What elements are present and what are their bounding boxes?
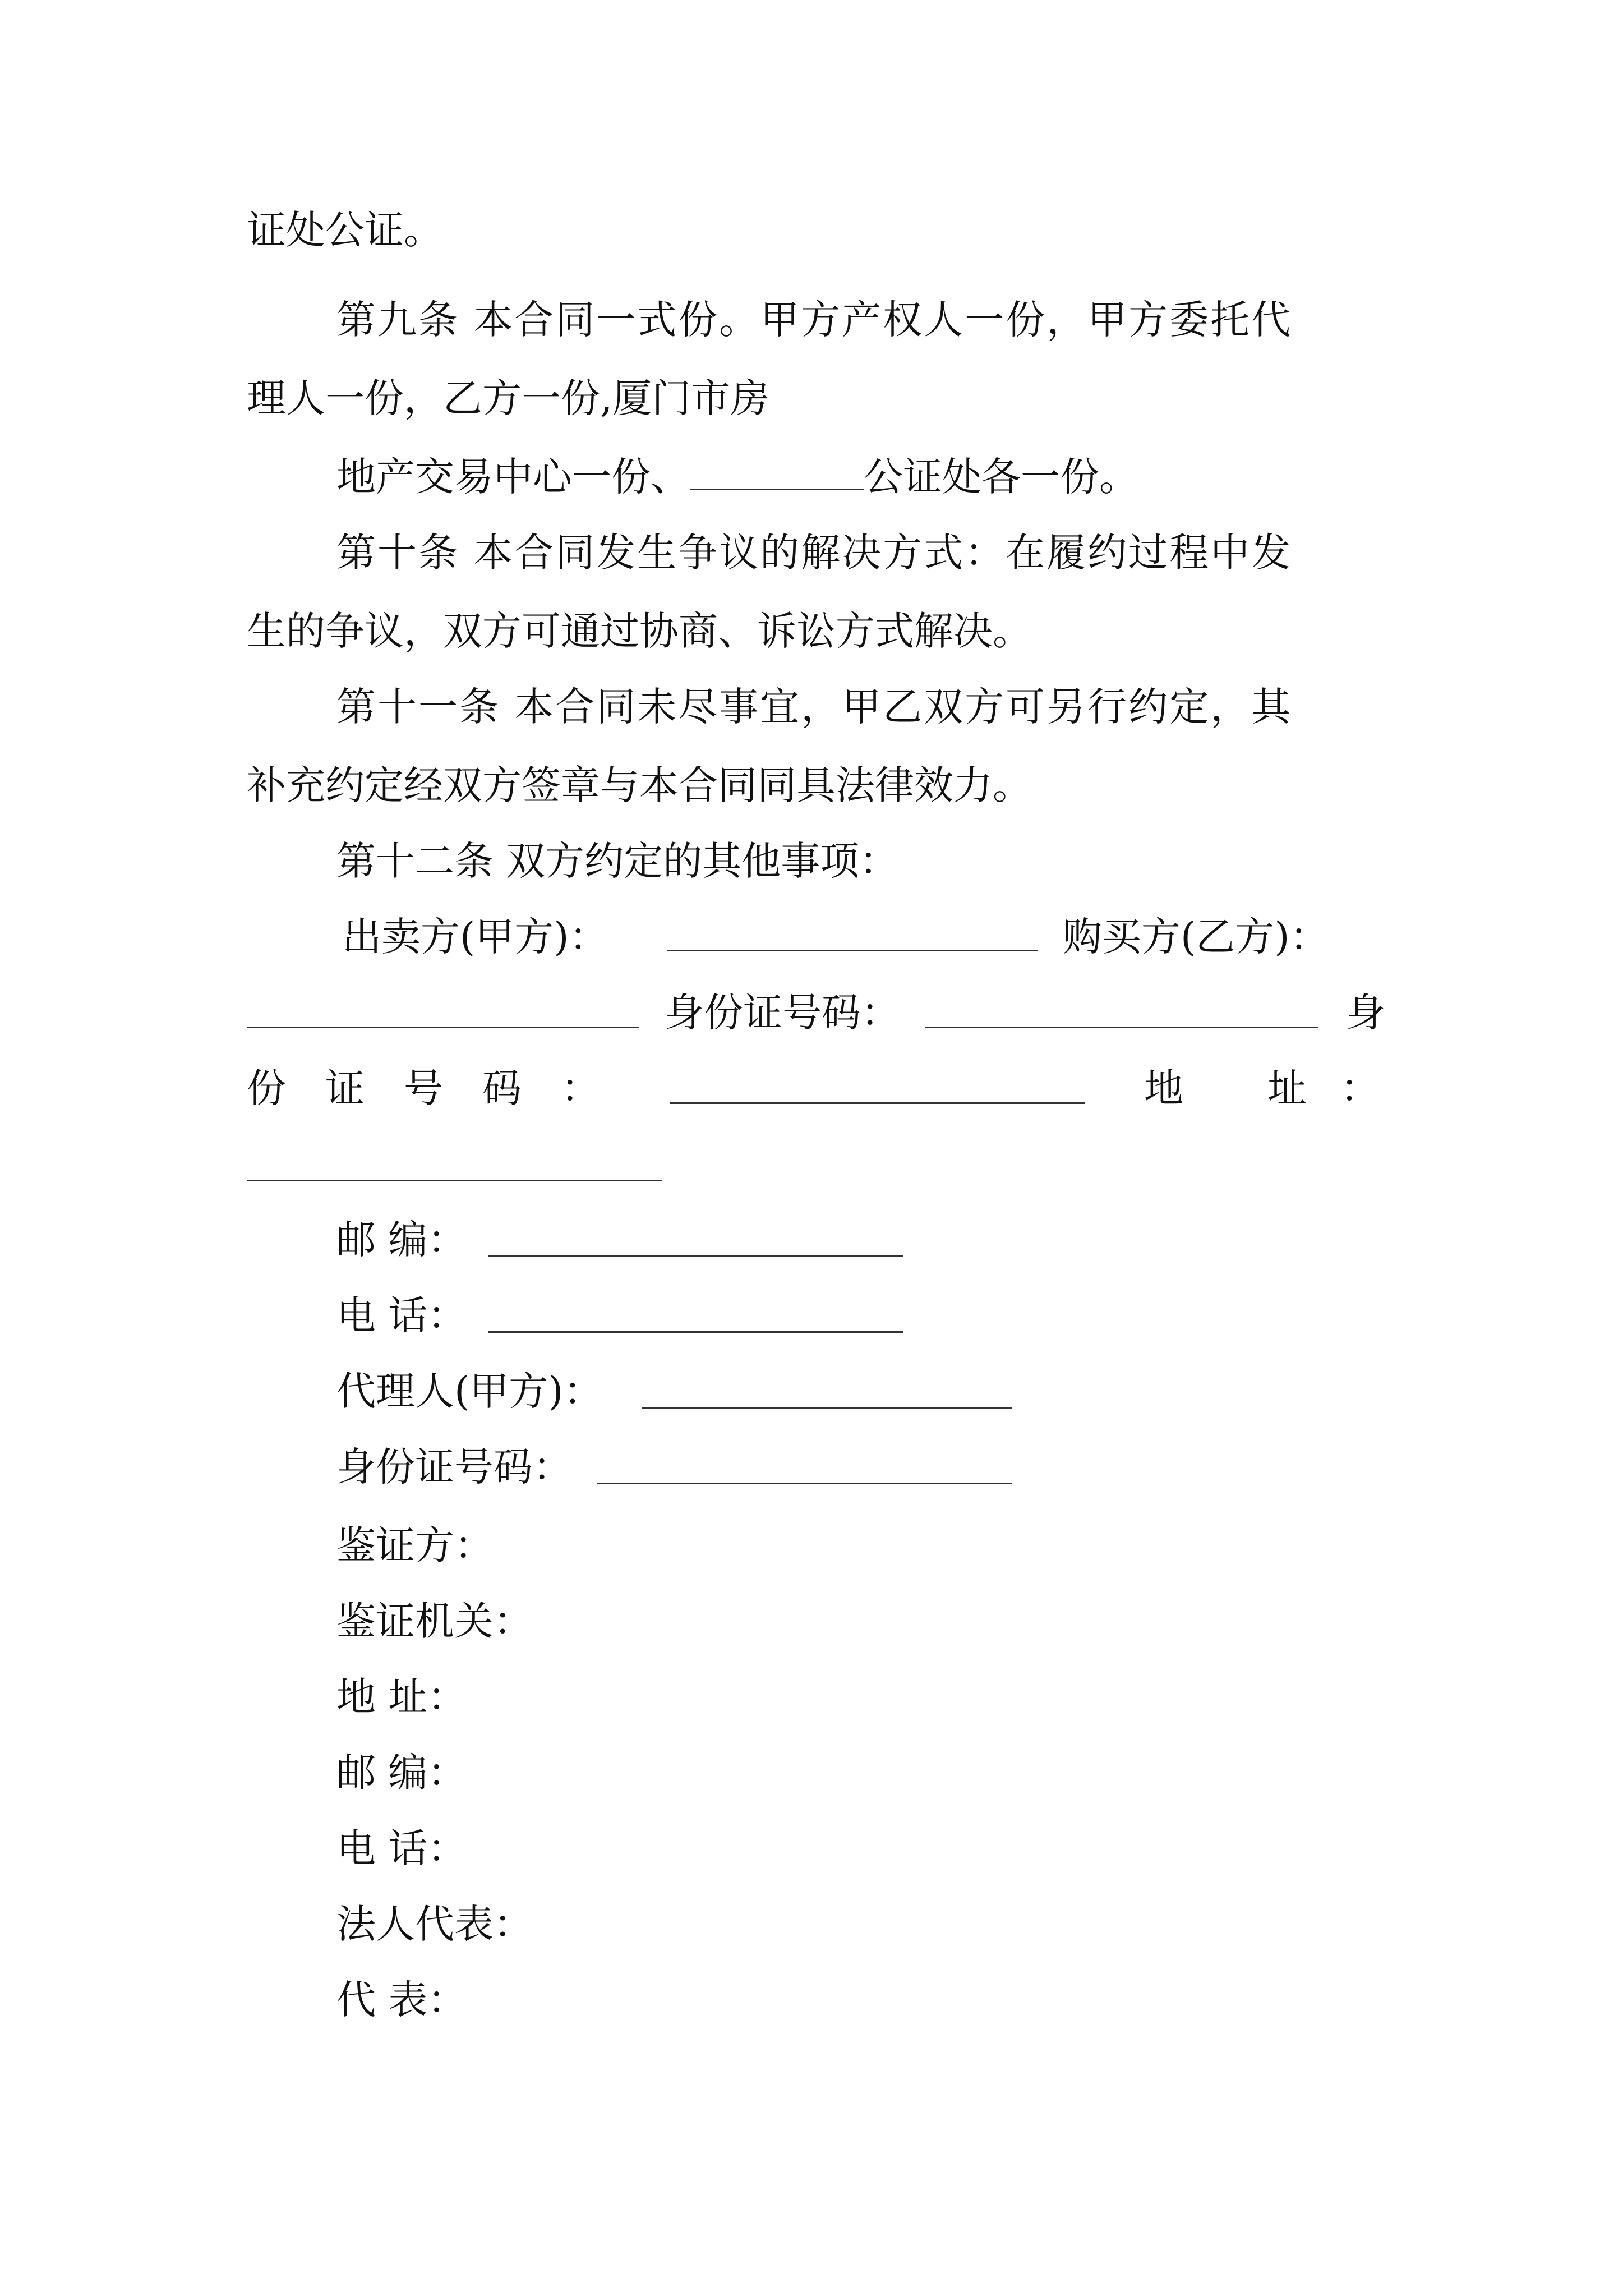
verifier-address-label: 地 址：: [336, 1674, 467, 1720]
article-9-line-1: 第九条 本合同一式份。甲方产权人一份，甲方委托代: [336, 297, 1293, 343]
id-label-wrap-4: 码: [482, 1065, 522, 1111]
article-10-line-2: 生的争议，双方可通过协商、诉讼方式解决。: [247, 608, 1032, 654]
article-9-line-2: 理人一份，乙方一份,厦门市房: [247, 375, 770, 421]
rep-label: 代 表：: [336, 1977, 467, 2023]
legal-rep-label: 法人代表：: [336, 1901, 533, 1947]
address-field[interactable]: [247, 1180, 662, 1181]
phone-field[interactable]: [488, 1331, 903, 1333]
id-label-wrap-start: 身: [1346, 990, 1385, 1036]
id-label-wrap-1: 份: [247, 1065, 286, 1111]
agent-field[interactable]: [642, 1407, 1012, 1409]
article-11-line-2: 补充约定经双方签章与本合同同具法律效力。: [247, 762, 1032, 808]
article-11-line-1: 第十一条 本合同未尽事宜，甲乙双方可另行约定，其: [336, 684, 1293, 730]
article-9-text-pre: 地产交易中心一份、: [336, 454, 690, 500]
agent-id-label: 身份证号码：: [336, 1444, 572, 1490]
verifier-org-label: 鉴证机关：: [336, 1598, 533, 1644]
id-label: 身份证号码：: [665, 990, 900, 1036]
seller-label: 出卖方(甲方)：: [342, 914, 608, 960]
buyer-field[interactable]: [247, 1027, 639, 1028]
article-10-line-1: 第十条 本合同发生争议的解决方式：在履约过程中发: [336, 530, 1293, 576]
address-char-3: ：: [1340, 1065, 1380, 1111]
postcode-field[interactable]: [488, 1255, 903, 1257]
article-12: 第十二条 双方约定的其他事项：: [336, 838, 899, 884]
address-char-1: 地: [1144, 1065, 1183, 1111]
verifier-phone-label: 电 话：: [336, 1825, 467, 1871]
seller-field[interactable]: [667, 950, 1038, 951]
id-label-wrap-2: 证: [325, 1065, 365, 1111]
id-label-wrap-3: 号: [404, 1065, 443, 1111]
id-label-wrap-5: ：: [561, 1065, 600, 1111]
buyer-id-field[interactable]: [670, 1102, 1085, 1104]
phone-label: 电 话：: [336, 1292, 467, 1338]
seller-id-field[interactable]: [925, 1027, 1318, 1028]
notary-blank[interactable]: [690, 454, 864, 490]
verifier-label: 鉴证方：: [336, 1522, 494, 1568]
verifier-postcode-label: 邮 编：: [336, 1750, 467, 1796]
agent-id-field[interactable]: [597, 1483, 1012, 1484]
postcode-label: 邮 编：: [336, 1217, 467, 1263]
buyer-label: 购买方(乙方)：: [1063, 914, 1329, 960]
address-char-2: 址: [1267, 1065, 1307, 1111]
agent-label: 代理人(甲方)：: [336, 1368, 603, 1414]
text-line: 证处公证。: [247, 207, 443, 253]
article-9-line-3: [336, 449, 1138, 505]
article-9-text-post: 公证处各一份。: [864, 454, 1138, 500]
